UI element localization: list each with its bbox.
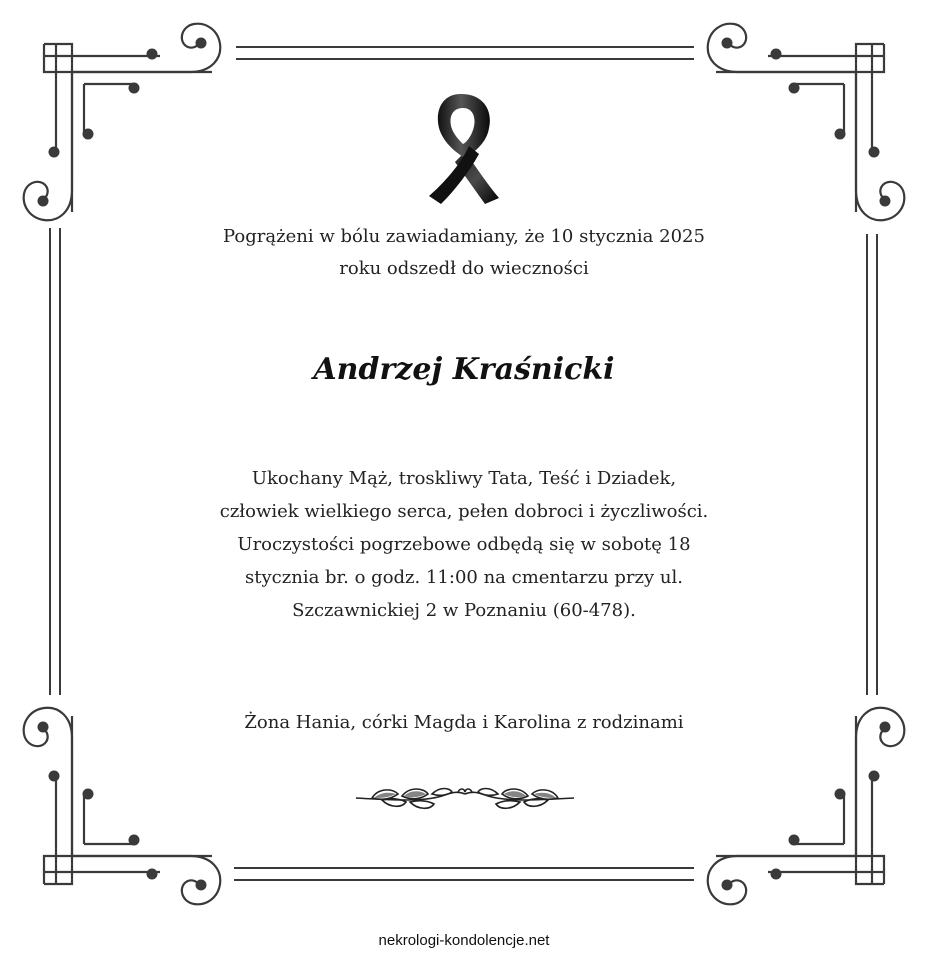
body-line: stycznia br. o godz. 11:00 na cmentarzu przy ul. [245, 567, 683, 588]
announcement-intro [0, 221, 928, 285]
mourning-ribbon-icon [425, 92, 503, 206]
body-line: Szczawnickiej 2 w Poznaniu (60-478). [292, 600, 636, 621]
body-line: Uroczystości pogrzebowe odbędą się w sobotę 18 [237, 534, 691, 555]
website-footer: nekrologi-kondolencje.net [378, 932, 550, 949]
frame-corner-top-right [708, 24, 905, 221]
laurel-branch-icon [352, 780, 578, 814]
intro-line: roku odszedł do wieczności [339, 258, 589, 279]
frame-corner-top-left [24, 24, 221, 221]
intro-line: Pogrążeni w bólu zawiadamiany, że 10 stycznia 2025 [223, 226, 705, 247]
body-line: człowiek wielkiego serca, pełen dobroci i życzliwości. [219, 501, 709, 522]
deceased-name: Andrzej Kraśnicki [313, 352, 615, 387]
body-line: Ukochany Mąż, troskliwy Tata, Teść i Dziadek, [251, 468, 677, 489]
family-signature: Żona Hania, córki Magda i Karolina z rodzinami [244, 712, 684, 733]
obituary-body [0, 462, 928, 627]
